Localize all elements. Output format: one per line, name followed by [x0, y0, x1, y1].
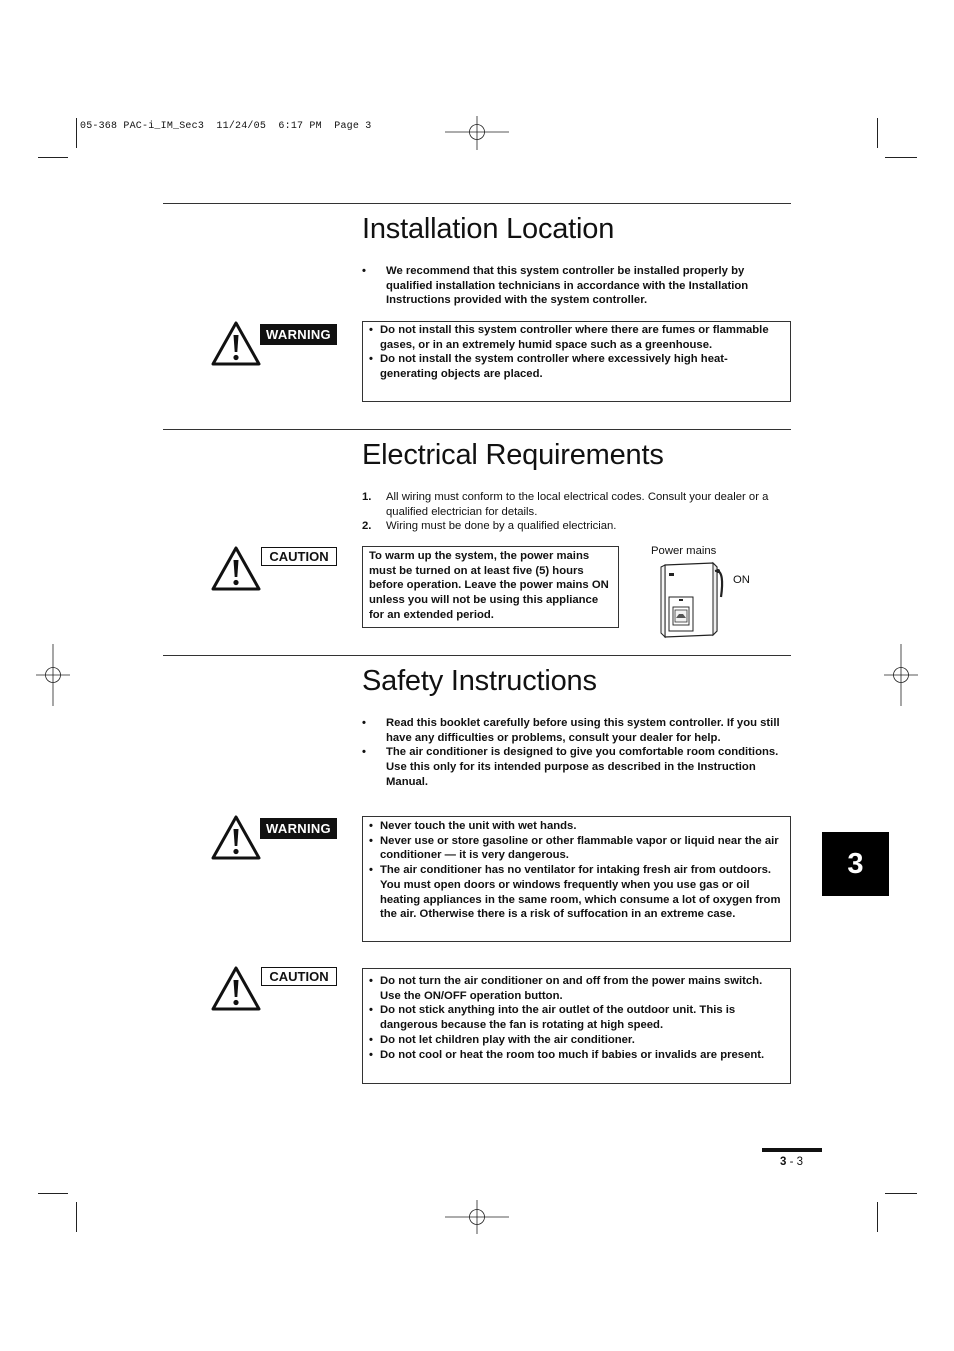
list-item: • Do not turn the air conditioner on and off from the power mains switch. Use the ON/OFF operation button.: [369, 974, 784, 1003]
list-item: • Never use or store gasoline or other flammable vapor or liquid near the air conditioner — it is very dangerous.: [369, 834, 784, 863]
safety-title: Safety Instructions: [362, 665, 597, 697]
switch-on-label: ON: [733, 574, 750, 586]
warning-box: [362, 816, 791, 942]
list-item: 2. Wiring must be done by a qualified electrician.: [362, 520, 617, 533]
registration-mark-top: [445, 116, 509, 150]
figure-caption: Power mains: [651, 545, 717, 557]
section-rule: [163, 655, 791, 656]
caution-label: CAUTION: [261, 967, 337, 986]
caution-triangle-icon: [211, 546, 261, 591]
installation-title: Installation Location: [362, 213, 615, 245]
warning-triangle-icon: [211, 321, 261, 366]
list-item: • Do not stick anything into the air outlet of the outdoor unit. This is dangerous because the fan is rotating at high speed.: [369, 1003, 784, 1032]
caution-box: [362, 968, 791, 1084]
list-item: • We recommend that this system controller be installed properly by qualified installation technicians in accordance with the Installation Instructions provided with the system controller.: [362, 265, 749, 307]
section-tab: 3: [822, 832, 889, 896]
caution-triangle-icon: [211, 966, 261, 1011]
list-item: • Do not install the system controller where excessively high heat-generating objects are placed.: [369, 352, 782, 381]
caution-box: To warm up the system, the power mains must be turned on at least five (5) hours before operation. Leave the power mains ON unless you will not be using this appliance for an extended period.: [362, 546, 619, 628]
list-item: • The air conditioner is designed to give you comfortable room conditions. Use this only for its intended purpose as described in the Instruction Manual.: [362, 746, 779, 788]
list-item: • Do not cool or heat the room too much if babies or invalids are present.: [369, 1048, 784, 1063]
warning-label: WARNING: [260, 818, 337, 839]
list-item: • The air conditioner has no ventilator for intaking fresh air from outdoors. You must open doors or windows frequently when you use gas or oil heating appliances in the same room, which consume a lot of oxygen from the air. Otherwise there is a risk of suffocation in an extreme case.: [369, 863, 784, 922]
list-item: • Do not install this system controller where there are fumes or flammable gases, or in an extremely humid space such as a greenhouse.: [369, 323, 782, 352]
list-item: 1. All wiring must conform to the local electrical codes. Consult your dealer or a qualified electrician for details.: [362, 491, 769, 518]
warning-triangle-icon: [211, 815, 261, 860]
print-slug: 05-368 PAC-i_IM_Sec3 11/24/05 6:17 PM Page 3: [80, 121, 372, 132]
footer-rule: [762, 1148, 822, 1152]
list-item: • Never touch the unit with wet hands.: [369, 819, 784, 834]
registration-mark-bottom: [445, 1200, 509, 1234]
warning-box: [362, 321, 791, 402]
section-rule: [163, 429, 791, 430]
power-mains-switch-image: [655, 561, 727, 639]
registration-mark-right: [884, 644, 918, 706]
electrical-list: [362, 490, 788, 534]
list-item: • Read this booklet carefully before using this system controller. If you still have any difficulties or problems, consult your dealer for help.: [362, 717, 780, 744]
caution-label: CAUTION: [261, 547, 337, 566]
installation-bullets: [362, 264, 788, 308]
safety-bullets: [362, 716, 788, 790]
registration-mark-left: [36, 644, 70, 706]
warning-label: WARNING: [260, 324, 337, 345]
section-rule: [163, 203, 791, 204]
page-number: 3 - 3: [780, 1156, 804, 1168]
list-item: • Do not let children play with the air conditioner.: [369, 1033, 784, 1048]
electrical-title: Electrical Requirements: [362, 439, 664, 471]
